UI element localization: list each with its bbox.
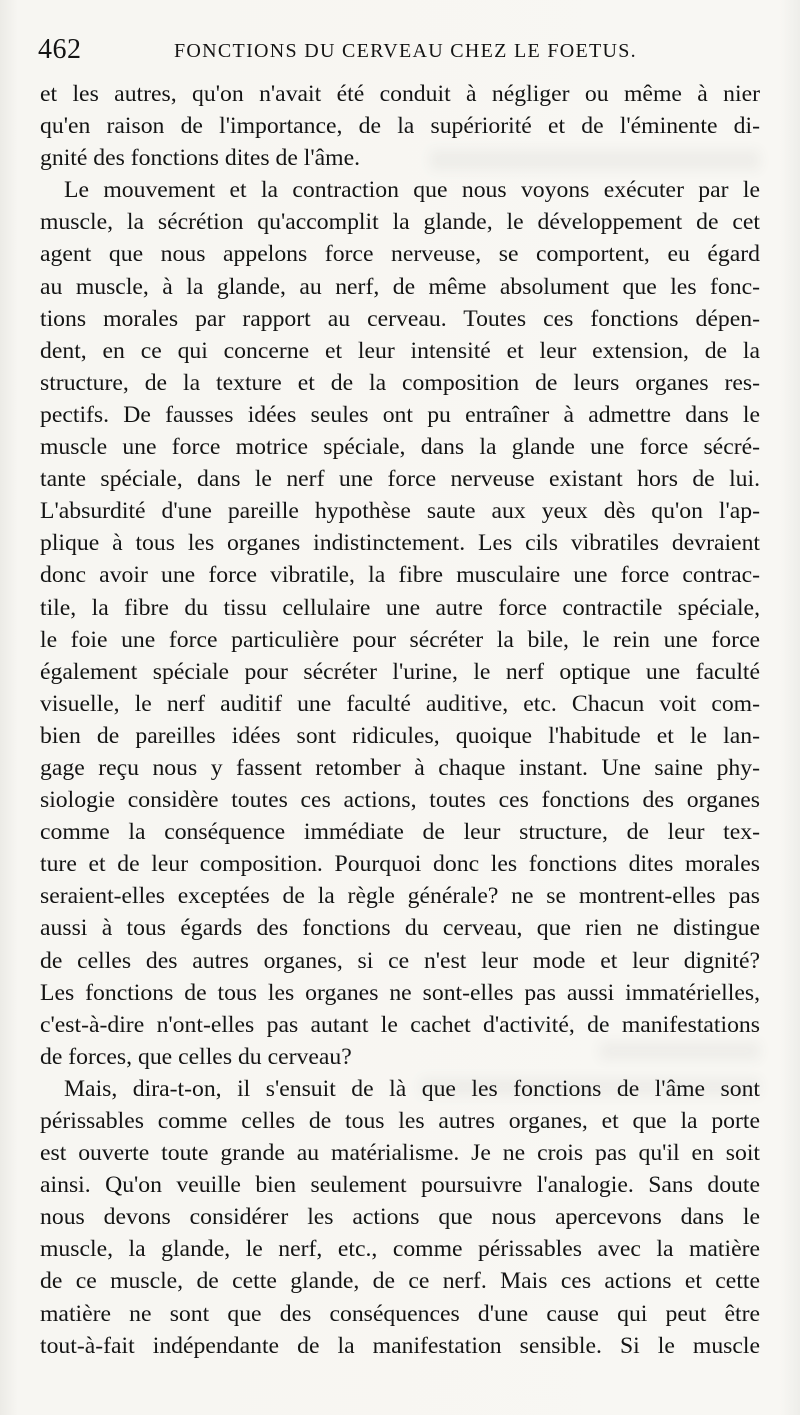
text-line: est ouverte toute grande au matérialisme. Je ne crois pas qu'il en soit xyxy=(40,1140,760,1167)
text-line: Le mouvement et la contraction que nous voyons exécuter par le xyxy=(64,177,760,204)
text-line: muscle, la sécrétion qu'accomplit la glande, le développement de cet xyxy=(40,209,760,236)
text-line: qu'en raison de l'importance, de la supériorité et de l'éminente di- xyxy=(40,113,760,140)
body-text xyxy=(40,78,760,1362)
text-line: c'est-à-dire n'ont-elles pas autant le cachet d'activité, de manifestations xyxy=(40,1011,760,1038)
text-line: Les fonctions de tous les organes ne sont-elles pas aussi immatérielles, xyxy=(40,979,760,1006)
text-line: muscle, la glande, le nerf, etc., comme périssables avec la matière xyxy=(40,1236,760,1263)
text-line: gage reçu nous y fassent retomber à chaque instant. Une saine phy- xyxy=(40,754,760,781)
text-line: plique à tous les organes indistinctement. Les cils vibratiles devraient xyxy=(40,530,760,557)
text-line: pectifs. De fausses idées seules ont pu entraîner à admettre dans le xyxy=(40,401,760,428)
text-line: tante spéciale, dans le nerf une force nerveuse existant hors de lui. xyxy=(40,466,760,493)
text-line: périssables comme celles de tous les autres organes, et que la porte xyxy=(40,1108,760,1134)
text-line: siologie considère toutes ces actions, toutes ces fonctions des organes xyxy=(40,787,760,814)
text-line: nous devons considérer les actions que nous apercevons dans le xyxy=(40,1204,760,1231)
text-line: L'absurdité d'une pareille hypothèse saute aux yeux dès qu'on l'ap- xyxy=(40,498,760,525)
text-line: et les autres, qu'on n'avait été conduit à négliger ou même à nier xyxy=(40,81,760,107)
text-line: de forces, que celles du cerveau? xyxy=(40,1043,352,1070)
running-head: FONCTIONS DU CERVEAU CHEZ LE FOETUS. xyxy=(174,40,637,62)
text-line: aussi à tous égards des fonctions du cerveau, que rien ne distingue xyxy=(40,915,760,942)
text-line: agent que nous appelons force nerveuse, se comportent, eu égard xyxy=(40,241,760,268)
page-number: 462 xyxy=(38,34,82,65)
text-line: matière ne sont que des conséquences d'une cause qui peut être xyxy=(40,1300,760,1327)
text-line: ainsi. Qu'on veuille bien seulement poursuivre l'analogie. Sans doute xyxy=(40,1172,760,1199)
text-line: de ce muscle, de cette glande, de ce nerf. Mais ces actions et cette xyxy=(40,1268,760,1295)
text-line: dent, en ce qui concerne et leur intensité et leur extension, de la xyxy=(40,337,760,364)
text-line: seraient-elles exceptées de la règle générale? ne se montrent-elles pas xyxy=(40,883,760,910)
text-line: donc avoir une force vibratile, la fibre musculaire une force contrac- xyxy=(40,562,760,589)
text-line: tions morales par rapport au cerveau. Toutes ces fonctions dépen- xyxy=(40,305,760,332)
text-line: tout-à-fait indépendante de la manifestation sensible. Si le muscle xyxy=(40,1332,760,1359)
text-line: tile, la fibre du tissu cellulaire une autre force contractile spéciale, xyxy=(40,594,760,621)
text-line: de celles des autres organes, si ce n'est leur mode et leur dignité? xyxy=(40,947,760,974)
text-line: bien de pareilles idées sont ridicules, quoique l'habitude et le lan- xyxy=(40,722,760,749)
text-line: comme la conséquence immédiate de leur structure, de leur tex- xyxy=(40,819,760,846)
text-line: le foie une force particulière pour sécréter la bile, le rein une force xyxy=(40,626,760,653)
page-header xyxy=(38,34,760,68)
text-line: également spéciale pour sécréter l'urine, le nerf optique une faculté xyxy=(40,658,760,685)
text-line: muscle une force motrice spéciale, dans la glande une force sécré- xyxy=(40,434,760,461)
text-line: au muscle, à la glande, au nerf, de même absolument que les fonc- xyxy=(40,273,760,300)
text-line: gnité des fonctions dites de l'âme. xyxy=(40,145,361,172)
text-line: ture et de leur composition. Pourquoi donc les fonctions dites morales xyxy=(40,851,760,878)
text-line: Mais, dira-t-on, il s'ensuit de là que les fonctions de l'âme sont xyxy=(64,1075,760,1102)
text-line: structure, de la texture et de la composition de leurs organes res- xyxy=(40,369,760,396)
text-line: visuelle, le nerf auditif une faculté auditive, etc. Chacun voit com- xyxy=(40,690,760,717)
